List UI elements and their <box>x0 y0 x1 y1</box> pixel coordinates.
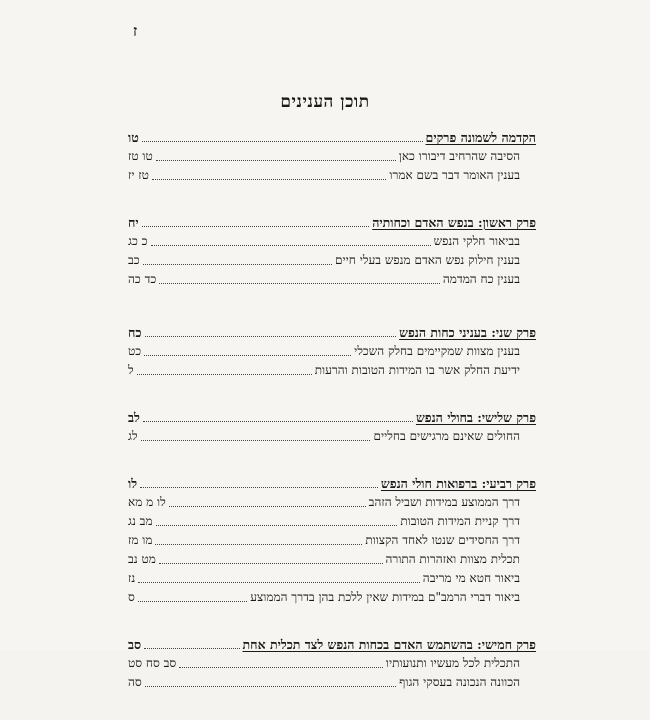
dot-leader <box>145 336 397 337</box>
toc-entry-label: תכלית מצוות ואזהרות התורה <box>385 552 520 566</box>
dot-leader <box>155 544 362 545</box>
toc-page-ref: כב <box>128 253 140 267</box>
toc-entry <box>128 251 536 270</box>
toc-heading-label: פרק שני: בעניני כחות הנפש <box>399 325 536 340</box>
toc-heading-label: פרק שלישי: בחולי הנפש <box>415 410 536 425</box>
toc-entry <box>128 550 536 569</box>
toc-heading-label: פרק ראשון: בנפש האדם וכחותיה <box>372 215 536 230</box>
toc-page-ref: מב נג <box>128 514 153 528</box>
dot-leader <box>138 582 420 583</box>
toc-chapter <box>128 323 536 380</box>
dot-leader <box>141 440 371 441</box>
toc-entry <box>128 569 536 588</box>
toc-entry <box>128 147 536 166</box>
toc-heading-label: פרק רביעי: ברפואות חולי הנפש <box>380 476 536 491</box>
toc-entry-label: בענין מצוות שמקיימים בחלק השכלי <box>354 344 520 358</box>
toc-page-ref: לו <box>128 476 138 491</box>
toc-page-ref: מט נב <box>128 552 156 566</box>
toc-chapter <box>128 474 536 607</box>
toc-entry <box>128 531 536 550</box>
toc-page-ref: טז יז <box>128 168 149 182</box>
toc-entry-label: ידיעת החלק אשר בו המידות הטובות והרעות <box>314 363 520 377</box>
toc-entry <box>128 427 536 446</box>
toc-page-ref: יח <box>128 215 139 230</box>
toc-entry <box>128 361 536 380</box>
toc-page-ref: סב סח סט <box>128 656 177 670</box>
dot-leader <box>142 226 370 227</box>
toc-page-ref: סב <box>128 637 142 652</box>
dot-leader <box>140 487 378 488</box>
table-of-contents <box>128 128 536 720</box>
dot-leader <box>143 264 332 265</box>
toc-page-ref: כ כג <box>128 234 148 248</box>
toc-entry-label: בענין כח המדמה <box>442 272 520 286</box>
toc-entry-label: בענין האומר דבר בשם אמרו <box>389 168 520 182</box>
toc-entry <box>128 512 536 531</box>
toc-entry-label: דרך קניית המידות הטובות <box>400 514 520 528</box>
toc-page-ref: כד כה <box>128 272 157 286</box>
toc-chapter <box>128 213 536 289</box>
toc-page-ref: סה <box>128 675 142 689</box>
dot-leader <box>142 141 423 142</box>
toc-chapter-heading <box>128 213 536 232</box>
toc-entry-label: התכלית לכל מעשיו ותנועותיו <box>385 656 520 670</box>
toc-chapter <box>128 128 536 185</box>
dot-leader <box>179 667 383 668</box>
page-number: ז <box>133 22 138 40</box>
dot-leader <box>152 179 386 180</box>
toc-heading-label: הקדמה לשמונה פרקים <box>425 130 536 145</box>
toc-heading-label: פרק חמישי: בהשתמש האדם בכחות הנפש לצד תכלית אחת <box>242 637 536 652</box>
toc-page-ref: מו מז <box>128 533 153 547</box>
toc-page-ref: כח <box>128 325 142 340</box>
dot-leader <box>159 563 383 564</box>
dot-leader <box>145 686 396 687</box>
toc-entry-label: בענין חילוק נפש האדם מנפש בעלי חיים <box>335 253 520 267</box>
dot-leader <box>143 421 413 422</box>
toc-entry-label: דרך החסידים שנטו לאחד הקצוות <box>365 533 520 547</box>
toc-entry-label: בביאור חלקי הנפש <box>433 234 520 248</box>
toc-page-ref: לג <box>128 429 138 443</box>
toc-entry <box>128 673 536 692</box>
dot-leader <box>144 648 239 649</box>
toc-entry <box>128 654 536 673</box>
toc-page-ref: נז <box>128 571 136 585</box>
dot-leader <box>156 525 398 526</box>
toc-page-ref: ל <box>128 363 134 377</box>
dot-leader <box>156 160 396 161</box>
toc-page-ref: טו טז <box>128 149 153 163</box>
toc-entry <box>128 588 536 607</box>
toc-entry <box>128 493 536 512</box>
toc-chapter-heading <box>128 474 536 493</box>
toc-page-ref: כט <box>128 344 142 358</box>
dot-leader <box>151 245 431 246</box>
toc-chapter-heading <box>128 635 536 654</box>
toc-entry <box>128 342 536 361</box>
dot-leader <box>137 374 312 375</box>
toc-page-ref: לב <box>128 410 140 425</box>
toc-chapter-heading <box>128 128 536 147</box>
dot-leader <box>169 506 366 507</box>
dot-leader <box>138 601 247 602</box>
toc-entry-label: החולים שאינם מרגישים בחליים <box>373 429 520 443</box>
toc-page-ref: לו מ מא <box>128 495 166 509</box>
toc-entry-label: הסיבה שהרחיב דיבורו כאן <box>398 149 520 163</box>
toc-page-ref: טו <box>128 130 139 145</box>
toc-chapter-heading <box>128 408 536 427</box>
toc-entry <box>128 166 536 185</box>
dot-leader <box>159 283 440 284</box>
toc-entry <box>128 270 536 289</box>
toc-entry <box>128 232 536 251</box>
toc-entry-label: הכוונה הנכונה בעסקי הגוף <box>399 675 520 689</box>
toc-page-ref: ס <box>128 590 135 604</box>
toc-chapter-heading <box>128 323 536 342</box>
toc-entry-label: דרך הממוצע במידות ושביל הזהב <box>368 495 520 509</box>
toc-entry-label: ביאור חטא מי מריבה <box>422 571 520 585</box>
page-title: תוכן הענינים <box>280 92 370 112</box>
dot-leader <box>144 355 351 356</box>
toc-chapter <box>128 635 536 692</box>
toc-entry-label: ביאור דברי הרמב"ם במידות שאין ללכת בהן בדרך הממוצע <box>250 590 520 604</box>
toc-chapter <box>128 408 536 446</box>
